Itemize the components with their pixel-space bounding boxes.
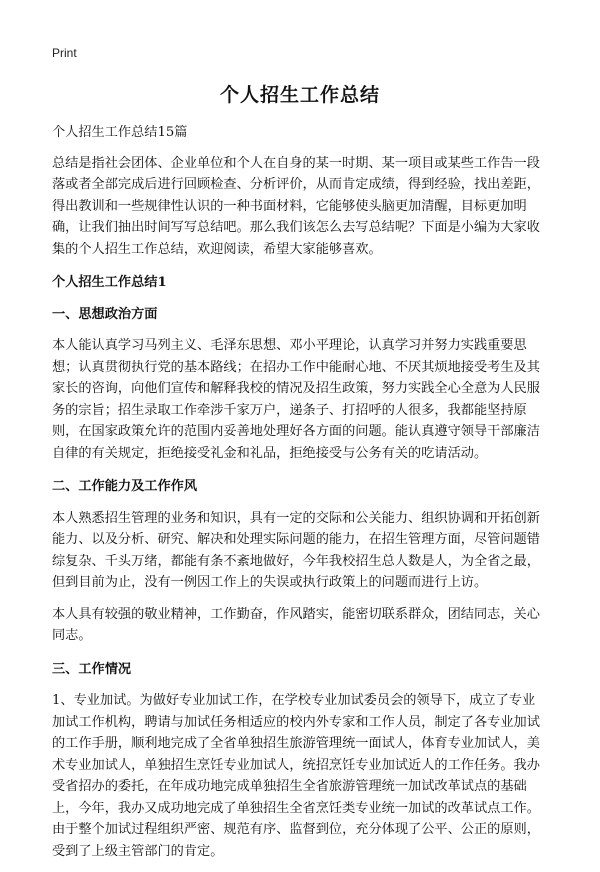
section-title: 个人招生工作总结1 [52, 275, 167, 290]
paragraph-political: 本人能认真学习马列主义、毛泽东思想、邓小平理论，认真学习并努力实践重要思想；认真贯彻执行党的基本路线；在招办工作中能耐心地、不厌其烦地接受考生及其家长的咨询，向他们宣传和解释我校的情况及招生政策，努力实践全心全意为人民服务的宗旨；招生录取工作牵涉千家万户，递条子、打招呼的人很多，我都能坚持原则，在国家政策允许的范围内妥善地处理好各方面的问题。能认真遵守领导干部廉洁自律的有关规定，拒绝接受礼金和礼品，拒绝接受与公务有关的吃请活动。 [52, 338, 540, 461]
paragraph-work: 1、专业加试。为做好专业加试工作，在学校专业加试委员会的领导下，成立了专业加试工作机构，聘请与加试任务相适应的校内外专家和工作人员，制定了各专业加试的工作手册，顺利地完成了全省单独招生旅游管理统一面试人，体育专业加试人，美术专业加试人，单独招生烹饪专业加试人，统招烹饪专业加试近人的工作任务。我办受省招办的委托，在年成功地完成单独招生全省旅游管理统一加试改革试点的基础上，今年，我办又成功地完成了单独招生全省烹饪类专业统一加试的改革试点工作。由于整个加试过程组织严密、规范有序、监督到位，充分体现了公平、公正的原则，受到了上级主管部门的肯定。 [52, 693, 540, 859]
paragraph-dedication: 本人具有较强的敬业精神，工作勤奋，作风踏实，能密切联系群众，团结同志，关心同志。 [52, 606, 540, 643]
paragraph-ability: 本人熟悉招生管理的业务和知识，具有一定的交际和公关能力、组织协调和开拓创新能力、以及分析、研究、解决和处理实际问题的能力，在招生管理方面，尽管问题错综复杂、千头万绪，都能有条不紊地做好，今年我校招生总人数是人，为全省之最，但到目前为止，没有一例因工作上的失误或执行政策上的问题而进行上访。 [52, 510, 540, 590]
print-label: Print [52, 46, 77, 60]
document-subtitle: 个人招生工作总结15篇 [52, 125, 188, 140]
document-body [52, 122, 548, 872]
heading-ability: 二、工作能力及工作作风 [52, 479, 198, 494]
intro-paragraph: 总结是指社会团体、企业单位和个人在自身的某一时期、某一项目或某些工作告一段落或者全部完成后进行回顾检查、分析评价，从而肯定成绩，得到经验，找出差距，得出教训和一些规律性认识的一种书面材料，它能够使头脑更加清醒，目标更加明确，让我们抽出时间写写总结吧。那么我们该怎么去写总结呢？下面是小编为大家收集的个人招生工作总结，欢迎阅读，希望大家能够喜欢。 [52, 155, 540, 257]
heading-political: 一、思想政治方面 [52, 306, 158, 322]
page-title: 个人招生工作总结 [219, 84, 380, 106]
heading-work: 三、工作情况 [52, 661, 132, 677]
